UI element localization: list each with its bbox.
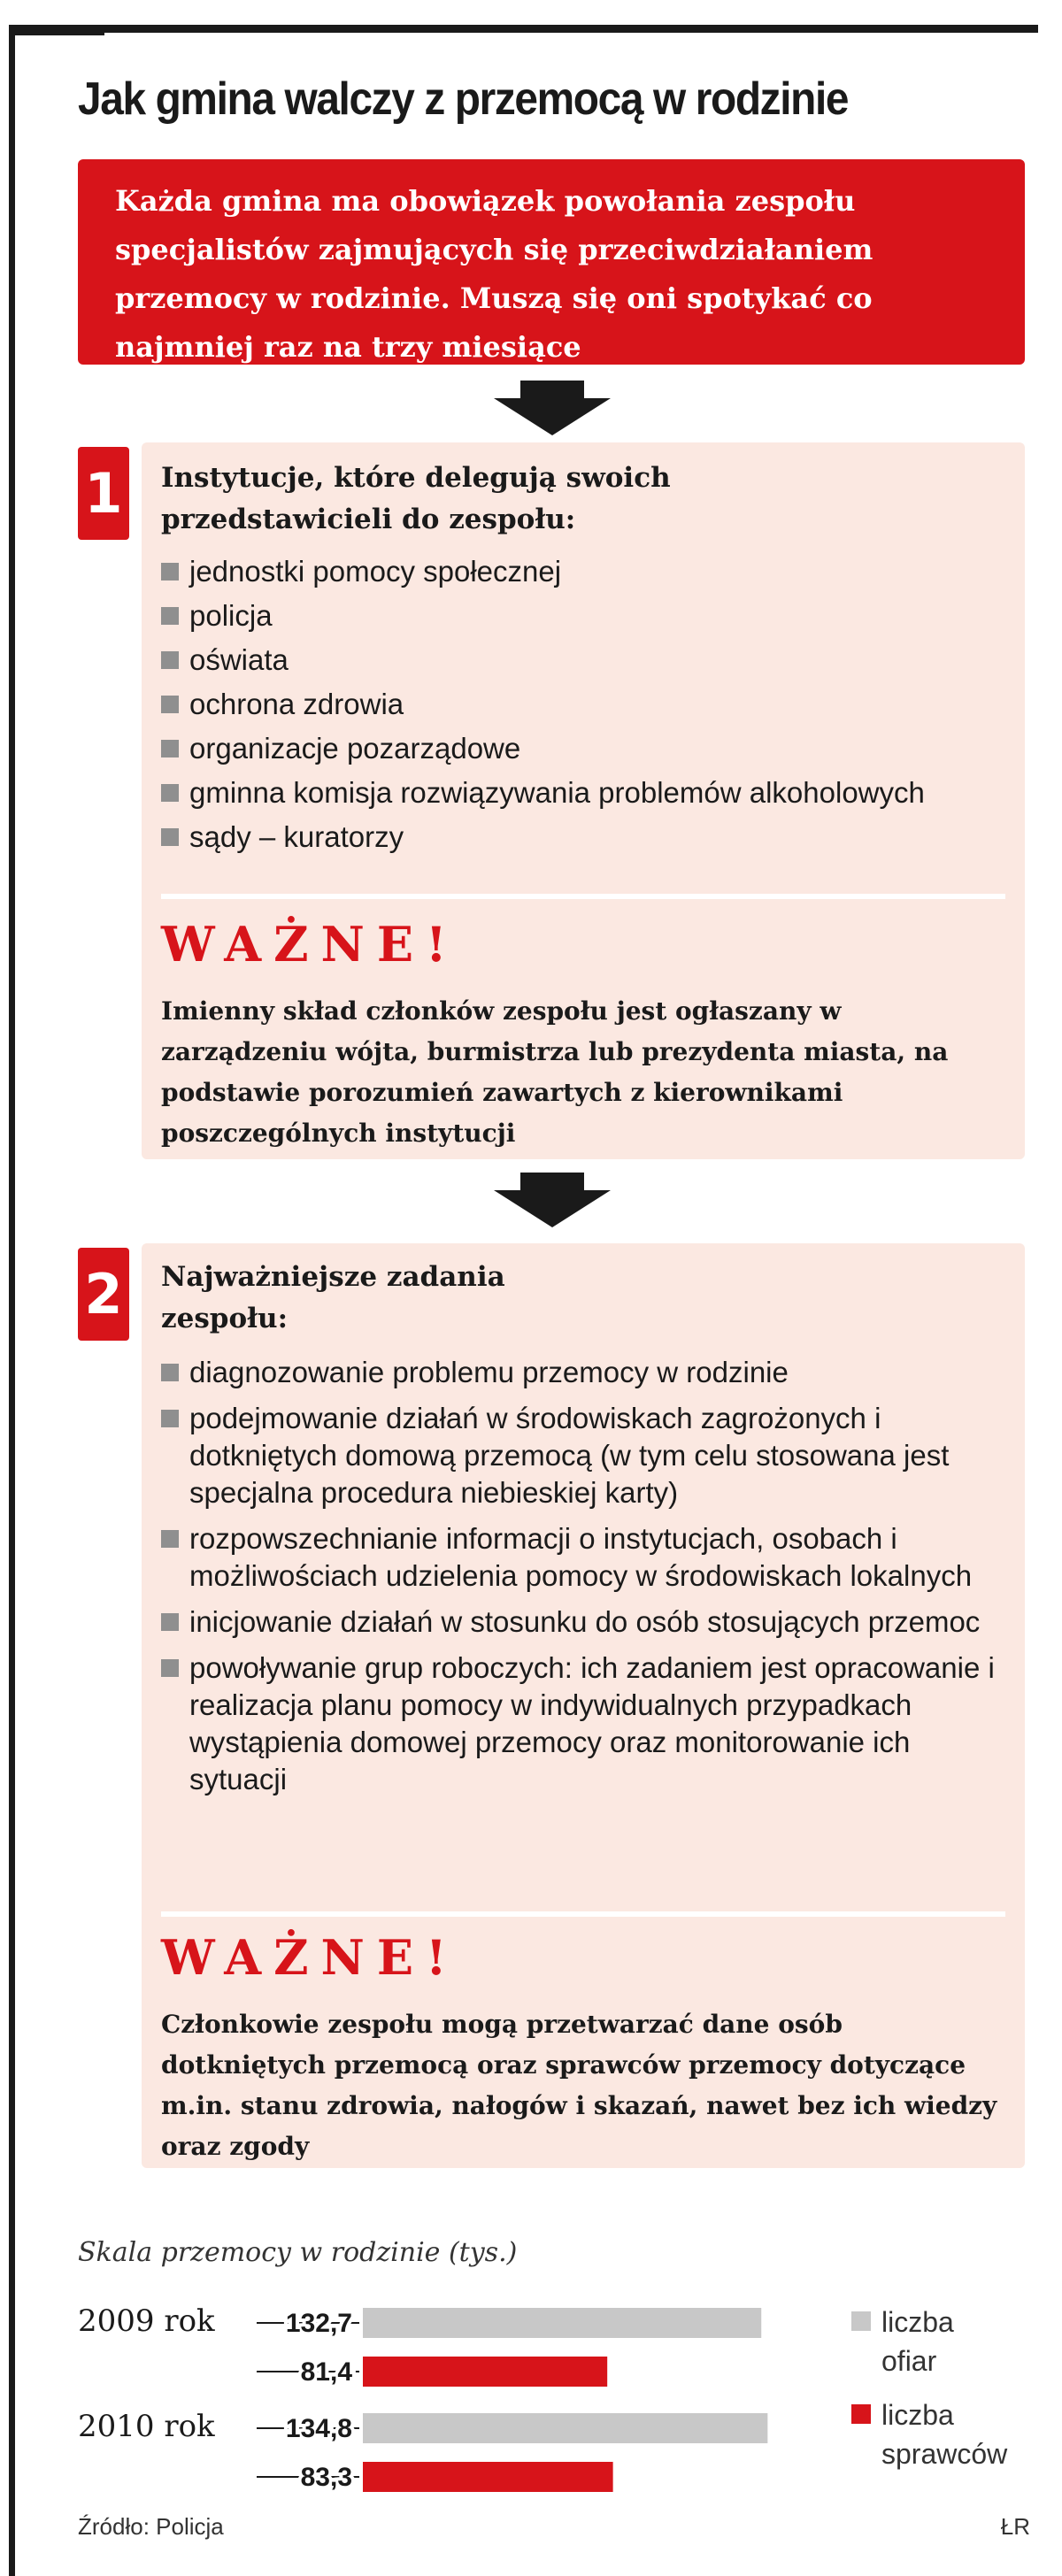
wazne-text: Imienny skład członków zespołu jest ogłaszany w zarządzeniu wójta, burmistrza lub prezydenta miasta, na podstawie porozumień zawartych z kierownikami poszczególnych instytucji	[161, 996, 949, 1148]
wazne-text: Członkowie zespołu mogą przetwarzać dane osób dotkniętych przemocą oraz sprawców przemocy dotyczące m.in. stanu zdrowia, nałogów i skazań, nawet bez ich wiedzy oraz zgody	[161, 2010, 997, 2161]
wazne-label: WAŻNE!	[161, 1929, 459, 1986]
wazne-label: WAŻNE!	[161, 916, 459, 973]
list-item-text: organizacje pozarządowe	[189, 732, 521, 765]
category-label: 2009 rok	[78, 2303, 215, 2339]
intro-text: Każda gmina ma obowiązek powołania zespołu specjalistów zajmujących się przeciwdziałaniem przemocy w rodzinie. Muszą się oni spotykać co najmniej raz na trzy miesiące	[115, 184, 873, 364]
list-item-text: rozpowszechnianie informacji o instytucjach, osobach i możliwościach udzielenia pomocy w środowiskach lokalnych	[189, 1522, 973, 1592]
legend-swatch	[851, 2311, 871, 2331]
category-label: 2010 rok	[78, 2409, 215, 2444]
legend-label: sprawców	[881, 2438, 1008, 2470]
list-item-text: ochrona zdrowia	[189, 688, 404, 720]
bar	[363, 2462, 613, 2492]
legend-swatch	[851, 2404, 871, 2424]
section-number-badge: 2	[78, 1248, 129, 1341]
list-item-text: jednostki pomocy społecznej	[189, 555, 562, 588]
list-item-text: policja	[189, 599, 273, 632]
source-note: Źródło: Policja	[78, 2513, 224, 2540]
list-item-text: powoływanie grup roboczych: ich zadaniem jest opracowanie i realizacja planu pomocy w indywidualnych przypadkach wystąpienia domowej przemocy oraz monitorowanie ich sytuacji	[189, 1651, 995, 1796]
bar	[363, 2357, 607, 2387]
value-label: 81,4	[300, 2357, 352, 2387]
value-label: 83,3	[300, 2463, 352, 2492]
section-heading: Instytucje, które delegują swoich przedstawicieli do zespołu:	[161, 462, 671, 535]
list-item-text: sądy – kuratorzy	[189, 820, 404, 853]
value-label: 134,8	[285, 2414, 352, 2443]
section-heading: Najważniejsze zadania zespołu:	[161, 1261, 505, 1334]
section-number-badge: 1	[78, 447, 129, 540]
bar	[363, 2413, 767, 2443]
list-item-text: diagnozowanie problemu przemocy w rodzinie	[189, 1356, 789, 1388]
legend-label: liczba	[881, 2399, 954, 2431]
legend-label: ofiar	[881, 2345, 937, 2377]
legend-label: liczba	[881, 2306, 954, 2338]
bar	[363, 2308, 761, 2338]
value-label: 132,7	[285, 2309, 352, 2338]
list-item-text: oświata	[189, 643, 289, 676]
list-item-text: podejmowanie działań w środowiskach zagrożonych i dotkniętych domową przemocą (w tym celu stosowana jest specjalna procedura niebieskiej karty)	[189, 1402, 950, 1509]
list-item-text: gminna komisja rozwiązywania problemów alkoholowych	[189, 776, 925, 809]
list-item-text: inicjowanie działań w stosunku do osób stosujących przemoc	[189, 1605, 981, 1638]
author-initials: ŁR	[1000, 2513, 1030, 2540]
page-title: Jak gmina walczy z przemocą w rodzinie	[78, 73, 849, 125]
chart-title: Skala przemocy w rodzinie (tys.)	[78, 2237, 518, 2268]
